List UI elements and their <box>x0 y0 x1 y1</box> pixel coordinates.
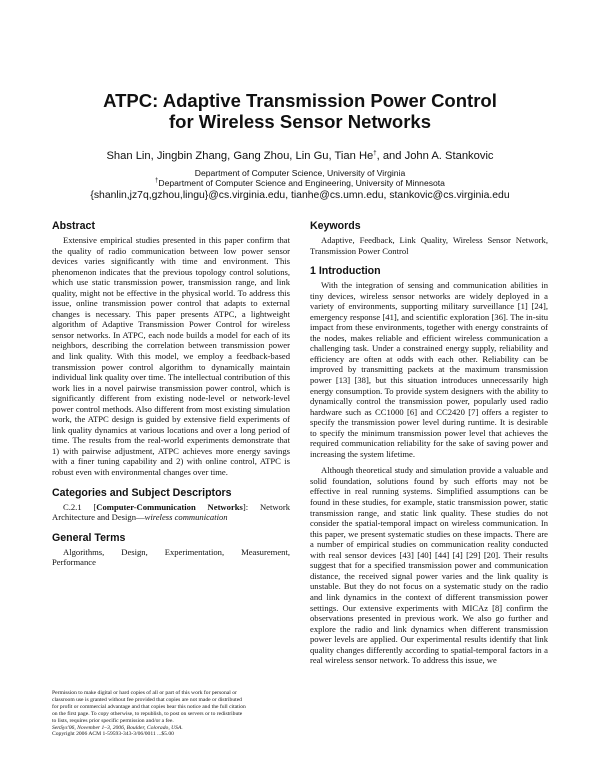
author-affiliation-mark: † <box>373 150 377 157</box>
title-line-2: for Wireless Sensor Networks <box>168 111 431 132</box>
keywords-heading: Keywords <box>310 220 361 232</box>
general-terms-text: Algorithms, Design, Experimentation, Measurement, Performance <box>52 546 290 568</box>
copyright-footnote <box>52 690 290 738</box>
footnote-line: classroom use is granted without fee provided that copies are not made or distributed <box>52 696 242 703</box>
categories-italic: wireless communication <box>144 512 228 523</box>
affiliation-minnesota <box>0 178 600 188</box>
footnote-line: on the first page. To copy otherwise, to republish, to post on servers or to redistribute <box>52 710 243 717</box>
affiliation-mark: † <box>155 178 159 185</box>
author-emails: {shanlin,jz7q,gzhou,lingu}@cs.virginia.edu, tianhe@cs.umn.edu, stankovic@cs.virginia.edu <box>90 190 510 201</box>
footnote-line: to lists, requires prior specific permission and/or a fee. <box>52 717 174 724</box>
general-terms-heading: General Terms <box>52 531 126 544</box>
abstract-heading: Abstract <box>52 220 95 232</box>
introduction-paragraph-1: With the integration of sensing and communication abilities in tiny devices, wireless sensor networks are widely deployed in a variety of environments, supporting military surveillance [1] [24], emergency response [41], and scientific exploration [36]. The in-situ impact from these environments, together with energy constraints of the nodes, makes reliable and efficient wireless communication a challenging task. Under a constrained energy supply, reliability and efficiency are often at odds with each other. Reliability can be improved by transmitting packets at the maximum transmission power [13] [38], but this situation introduces unnecessarily high energy consumption. To provide system designers with the ability to dynamically control the transmission power, popularly used radio hardware such as CC1000 [6] and CC2420 [7] offers a register to specify the transmission power level during runtime. It is desirable to specify the minimum transmission power level that achieves the required communication reliability for the sake of saving power and increasing the system lifetime. <box>310 280 548 459</box>
introduction-paragraph-2: Although theoretical study and simulation provide a valuable and solid foundation, solutions found by such efforts may not be effective in real running systems. Simplified assumptions can be found in these studies, for example, static transmission power, static transmission range, and static link quality. These studies do not consider the spatial-temporal impact on wireless communication. In this paper, we present systematic studies on these impacts. There are a number of empirical studies on communication reality conducted with real sensor devices [43] [40] [44] [4] [29] [20]. Their results suggest that for a specified transmission power and communication distance, the received signal power varies and the link quality is unstable. But they do not focus on a systematic study on the radio and link dynamics in the context of different transmission power settings. Our extensive experiments with MICAz [8] confirm the observations presented in previous work. We also go further and explore the radio and link dynamics when different transmission power levels are applied. Our experimental results identify that link quality changes differently according to spatial-temporal factors in a real wireless sensor network. To address this issue, we <box>310 465 548 666</box>
categories-heading: Categories and Subject Descriptors <box>52 486 232 499</box>
footnote-line: for profit or commercial advantage and that copies bear this notice and the full citation <box>52 703 246 710</box>
author-names-end: , and John A. Stankovic <box>376 150 494 162</box>
categories-bold: Computer-Communication Networks <box>96 501 243 512</box>
introduction-heading: 1 Introduction <box>310 265 381 278</box>
author-names: Shan Lin, Jingbin Zhang, Gang Zhou, Lin Gu, Tian He <box>106 150 374 162</box>
title-line-1: ATPC: Adaptive Transmission Power Control <box>103 90 497 111</box>
categories-prefix: C.2.1 [ <box>63 501 97 512</box>
abstract-text: Extensive empirical studies presented in this paper confirm that the quality of radio communication between low power sensor devices varies significantly with time and environment. This phenomenon indicates that the previous topology control solutions, which use static transmission power, transmission range, and link quality, might not be effective in the physical world. To address this issue, online transmission power control that adapts to external changes is necessary. This paper presents ATPC, a lightweight algorithm of Adaptive Transmission Power Control for wireless sensor networks. In ATPC, each node builds a model for each of its neighbors, describing the correlation between transmission power and link quality. With this model, we employ a feedback-based transmission power control algorithm to dynamically maintain individual link quality over time. The intellectual contribution of this work lies in a novel pairwise transmission power control, which is significantly different from existing node-level or network-level power control methods. Also different from most existing simulation work, the ATPC design is guided by extensive field experiments of link quality dynamics at various locations and over a long period of time. The results from the real-world experiments demonstrate that 1) with pairwise adjustment, ATPC achieves more energy savings with a finer tuning capability and 2) with online control, ATPC is robust even with environmental changes over time. <box>52 235 290 478</box>
categories-middle: ]: Network Architecture and Design— <box>52 501 291 523</box>
affiliation-minnesota-text: Department of Computer Science and Engineering, University of Minnesota <box>158 178 445 188</box>
footnote-line: Copyright 2006 ACM 1-59593-343-3/06/0011 ...$5.00 <box>52 731 174 738</box>
affiliation-virginia: Department of Computer Science, University of Virginia <box>194 168 406 178</box>
keywords-text: Adaptive, Feedback, Link Quality, Wireless Sensor Network, Transmission Power Control <box>310 235 548 256</box>
footnote-line: Permission to make digital or hard copies of all or part of this work for personal or <box>52 690 237 696</box>
left-column <box>52 220 290 568</box>
footnote-line: SenSys'06, November 1–3, 2006, Boulder, Colorado, USA. <box>52 724 183 731</box>
right-column <box>310 220 548 666</box>
paper-title <box>0 90 600 132</box>
categories-text <box>52 502 290 523</box>
author-list <box>0 150 600 162</box>
